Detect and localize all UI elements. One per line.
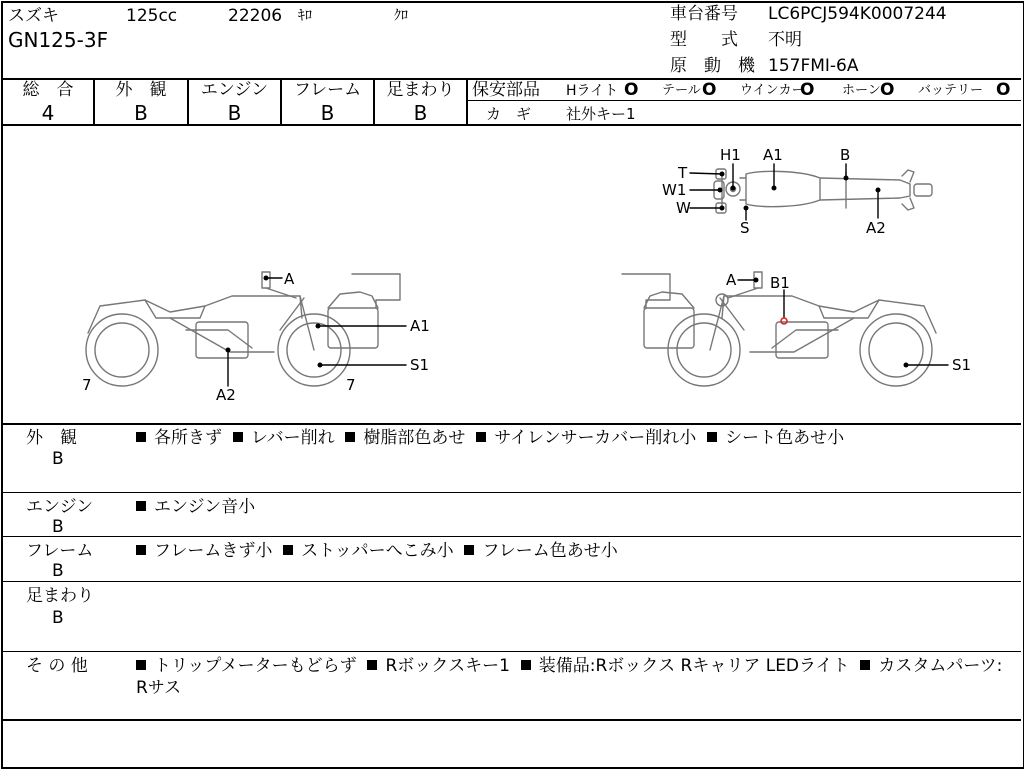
label-t: T — [678, 164, 688, 182]
label-left-7-rear: 7 — [82, 376, 92, 394]
engine-model-label: 原 動 機 — [670, 56, 755, 76]
suspension-label: 足まわり — [386, 80, 455, 100]
safety-item-tail: テール — [662, 83, 701, 98]
overall-value: 4 — [41, 101, 55, 125]
label-w: W — [676, 199, 691, 217]
label-right-b1: B1 — [770, 274, 790, 292]
type-label: 型 式 — [670, 30, 738, 50]
label-left-a: A — [284, 270, 295, 288]
notes-exterior-category: 外 観 — [26, 428, 77, 448]
safety-mark-winker: O — [800, 80, 815, 100]
exterior-value: B — [134, 101, 148, 125]
divider — [1, 719, 1021, 721]
divider — [1, 581, 1021, 582]
frame-no-label: 車台番号 — [670, 4, 738, 24]
color: ｸﾛ — [394, 8, 408, 24]
notes-frame-grade: B — [52, 561, 64, 581]
label-b: B — [840, 146, 851, 164]
notes-frame-items: フレームきず小 ストッパーへこみ小 フレーム色あせ小 — [136, 541, 618, 561]
divider — [1, 651, 1021, 652]
label-left-7-front: 7 — [346, 376, 356, 394]
label-s: S — [740, 219, 750, 237]
divider — [1, 536, 1021, 537]
safety-item-winker: ウインカー — [740, 83, 805, 98]
model-name: GN125-3F — [8, 28, 109, 52]
safety-item-headlight: Hライト — [566, 83, 619, 99]
notes-suspension-grade: B — [52, 608, 64, 628]
left-side-view-outline — [86, 272, 400, 386]
notes-engine-items: エンジン音小 — [136, 497, 255, 517]
engine-label: エンジン — [200, 80, 269, 100]
safety-mark-headlight: O — [624, 80, 639, 100]
engine-model-value: 157FMI-6A — [768, 56, 859, 76]
notes-other-category: そ の 他 — [26, 656, 88, 676]
notes-exterior-grade: B — [52, 449, 64, 469]
mileage-unit: ｷﾛ — [298, 8, 312, 24]
callout-leaders — [228, 164, 948, 386]
label-left-a1: A1 — [410, 317, 430, 335]
label-w1: W1 — [662, 181, 687, 199]
damage-marker-red — [781, 318, 787, 324]
frame-label: フレーム — [293, 80, 362, 100]
divider — [1, 492, 1021, 493]
key-value: 社外キー1 — [566, 105, 636, 123]
notes-other-items: トリップメーターもどらず Rボックスキー1 装備品:Rボックス Rキャリア LEDライト カスタムパーツ: — [136, 656, 1002, 676]
safety-item-battery: バッテリー — [918, 83, 984, 98]
notes-frame-category: フレーム — [26, 541, 94, 561]
notes-engine-category: エンジン — [26, 497, 94, 517]
safety-mark-battery: O — [996, 80, 1011, 100]
divider — [1, 423, 1021, 425]
suspension-value: B — [413, 101, 428, 125]
label-left-s1: S1 — [410, 356, 430, 374]
frame-value: B — [320, 101, 335, 125]
notes-suspension-category: 足まわり — [26, 586, 94, 606]
exterior-label: 外 観 — [115, 80, 167, 100]
label-a1: A1 — [763, 146, 783, 164]
frame-no: LC6PCJ594K0007244 — [768, 4, 947, 24]
overall-label: 総 合 — [22, 80, 74, 100]
safety-label: 保安部品 — [472, 80, 540, 100]
label-a2: A2 — [866, 219, 886, 237]
safety-mark-tail: O — [702, 80, 717, 100]
key-label: カ ギ — [486, 105, 532, 123]
notes-other-continuation: Rサス — [136, 678, 182, 698]
engine-value: B — [227, 101, 242, 125]
type-value: 不明 — [768, 30, 802, 50]
safety-mark-horn: O — [880, 80, 895, 100]
maker: スズキ — [8, 6, 59, 26]
mileage: 22206 — [228, 6, 283, 26]
displacement: 125cc — [126, 6, 178, 26]
notes-exterior-items: 各所きず レバー削れ 樹脂部色あせ サイレンサーカバー削れ小 シート色あせ小 — [136, 428, 844, 448]
notes-engine-grade: B — [52, 517, 64, 537]
safety-item-horn: ホーン — [842, 83, 881, 98]
label-left-a2: A2 — [216, 386, 236, 404]
label-h1: H1 — [720, 146, 741, 164]
label-right-s1: S1 — [952, 356, 972, 374]
label-right-a: A — [726, 271, 737, 289]
